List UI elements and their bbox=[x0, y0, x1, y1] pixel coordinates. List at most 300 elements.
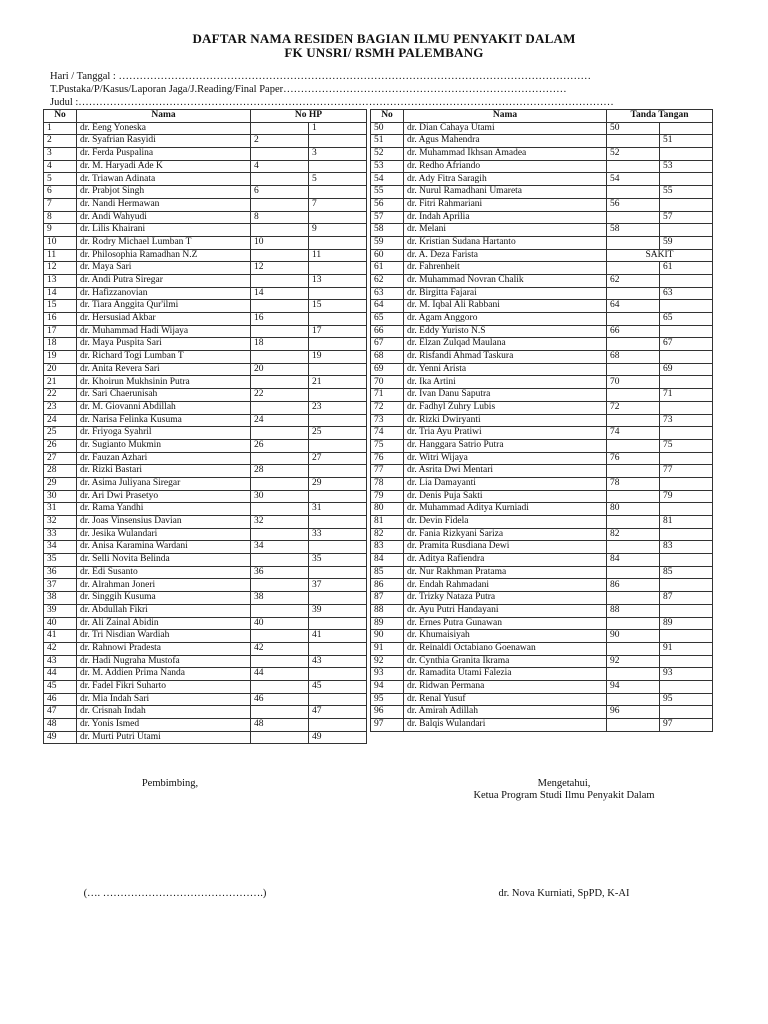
signature-cell-right[interactable] bbox=[660, 477, 713, 490]
signature-cell-left[interactable] bbox=[251, 528, 309, 541]
signature-cell-left[interactable] bbox=[607, 186, 660, 199]
row-number: 94 bbox=[371, 680, 404, 693]
signature-cell-left[interactable] bbox=[251, 173, 309, 186]
roster-row bbox=[371, 414, 713, 427]
signature-cell-right[interactable]: 53 bbox=[660, 160, 713, 173]
roster-row bbox=[44, 198, 367, 211]
signature-cell-right[interactable]: 49 bbox=[309, 731, 367, 744]
signature-cell-right[interactable] bbox=[309, 541, 367, 554]
signature-cell-left[interactable] bbox=[251, 122, 309, 135]
resident-name: dr. Amirah Adillah bbox=[404, 706, 607, 719]
signature-cell-left[interactable] bbox=[607, 490, 660, 503]
signature-cell-left[interactable] bbox=[607, 363, 660, 376]
roster-row bbox=[371, 249, 713, 262]
signature-cell-right[interactable] bbox=[660, 198, 713, 211]
signature-cell-left[interactable] bbox=[607, 642, 660, 655]
signature-cell-right[interactable]: 81 bbox=[660, 516, 713, 529]
signature-cell-right[interactable] bbox=[660, 401, 713, 414]
signature-cell-left[interactable] bbox=[251, 249, 309, 262]
signature-cell-left[interactable]: 4 bbox=[251, 160, 309, 173]
signature-cell-right[interactable] bbox=[660, 452, 713, 465]
signature-cell-right[interactable] bbox=[309, 135, 367, 148]
signature-cell-left[interactable] bbox=[251, 604, 309, 617]
row-number: 51 bbox=[371, 135, 404, 148]
resident-name: dr. Sari Chaerunisah bbox=[77, 389, 251, 402]
resident-name: dr. Elzan Zulqad Maulana bbox=[404, 338, 607, 351]
signature-cell-right[interactable] bbox=[660, 554, 713, 567]
row-number: 73 bbox=[371, 414, 404, 427]
signature-cell-left[interactable] bbox=[607, 338, 660, 351]
resident-name: dr. Jesika Wulandari bbox=[77, 528, 251, 541]
signature-cell-right[interactable] bbox=[309, 211, 367, 224]
signature-cell-right[interactable] bbox=[660, 148, 713, 161]
signature-cell-left[interactable] bbox=[251, 274, 309, 287]
roster-row bbox=[371, 465, 713, 478]
row-number: 37 bbox=[44, 579, 77, 592]
signature-cell-left[interactable] bbox=[607, 592, 660, 605]
signature-cell-right[interactable]: 35 bbox=[309, 554, 367, 567]
roster-row bbox=[44, 427, 367, 440]
signature-cell-left[interactable] bbox=[251, 198, 309, 211]
roster-row bbox=[44, 452, 367, 465]
row-number: 57 bbox=[371, 211, 404, 224]
roster-row bbox=[371, 706, 713, 719]
signature-cell-left[interactable]: 84 bbox=[607, 554, 660, 567]
signature-cell-right[interactable] bbox=[309, 313, 367, 326]
signature-cell-right[interactable]: 13 bbox=[309, 274, 367, 287]
row-number: 61 bbox=[371, 262, 404, 275]
signature-cell-right[interactable]: 73 bbox=[660, 414, 713, 427]
signature-cell-left[interactable]: 74 bbox=[607, 427, 660, 440]
roster-row bbox=[371, 401, 713, 414]
signature-cell-left[interactable]: 68 bbox=[607, 351, 660, 364]
signature-cell-right[interactable] bbox=[660, 300, 713, 313]
signature-cell-right[interactable] bbox=[309, 566, 367, 579]
row-number: 86 bbox=[371, 579, 404, 592]
signature-cell-right[interactable]: 57 bbox=[660, 211, 713, 224]
signature-cell-left[interactable] bbox=[607, 541, 660, 554]
roster-row bbox=[44, 224, 367, 237]
field-judul: Judul :……………………………………………………………………………………………………………………………………… bbox=[50, 97, 614, 108]
row-number: 77 bbox=[371, 465, 404, 478]
signature-cell-left[interactable] bbox=[251, 224, 309, 237]
signature-cell-left[interactable] bbox=[607, 287, 660, 300]
signature-cell-right[interactable]: 79 bbox=[660, 490, 713, 503]
row-number: 82 bbox=[371, 528, 404, 541]
signature-cell-left[interactable]: 64 bbox=[607, 300, 660, 313]
signature-cell-right[interactable] bbox=[660, 224, 713, 237]
signature-cell-left[interactable] bbox=[251, 325, 309, 338]
signature-cell-left[interactable]: 38 bbox=[251, 592, 309, 605]
resident-name: dr. Tria Ayu Pratiwi bbox=[404, 427, 607, 440]
signature-cell-left[interactable] bbox=[607, 313, 660, 326]
signature-cell-right[interactable] bbox=[660, 503, 713, 516]
signature-cell-left[interactable] bbox=[607, 465, 660, 478]
signature-cell-right[interactable] bbox=[660, 604, 713, 617]
signature-cell-right[interactable] bbox=[309, 287, 367, 300]
resident-name: dr. Crisnah Indah bbox=[77, 706, 251, 719]
signature-cell-right[interactable]: 37 bbox=[309, 579, 367, 592]
signature-cell-left[interactable] bbox=[251, 731, 309, 744]
signature-cell-right[interactable]: 85 bbox=[660, 566, 713, 579]
resident-name: dr. Edi Susanto bbox=[77, 566, 251, 579]
signature-cell-right[interactable] bbox=[660, 274, 713, 287]
signature-cell-right[interactable] bbox=[660, 706, 713, 719]
signature-cell-left[interactable] bbox=[251, 680, 309, 693]
signature-cell-left[interactable] bbox=[607, 236, 660, 249]
signature-cell-left[interactable]: 6 bbox=[251, 186, 309, 199]
resident-name: dr. Selli Novita Belinda bbox=[77, 554, 251, 567]
row-number: 67 bbox=[371, 338, 404, 351]
resident-name: dr. Ika Artini bbox=[404, 376, 607, 389]
signature-cell-right[interactable]: 43 bbox=[309, 655, 367, 668]
signature-cell-left[interactable] bbox=[607, 516, 660, 529]
signature-cell-left[interactable]: 54 bbox=[607, 173, 660, 186]
signature-cell-left[interactable]: 26 bbox=[251, 439, 309, 452]
signature-cell-right[interactable]: 31 bbox=[309, 503, 367, 516]
row-number: 9 bbox=[44, 224, 77, 237]
signature-cell-right[interactable]: 63 bbox=[660, 287, 713, 300]
resident-name: dr. Devin Fidela bbox=[404, 516, 607, 529]
signature-cell-left[interactable]: 28 bbox=[251, 465, 309, 478]
signature-cell-right[interactable] bbox=[309, 668, 367, 681]
signature-cell-right[interactable] bbox=[660, 427, 713, 440]
resident-name: dr. Khumaisiyah bbox=[404, 630, 607, 643]
row-number: 75 bbox=[371, 439, 404, 452]
signature-cell-left[interactable]: 12 bbox=[251, 262, 309, 275]
resident-name: dr. Trizky Nataza Putra bbox=[404, 592, 607, 605]
signature-cell-left[interactable]: 92 bbox=[607, 655, 660, 668]
signature-cell-right[interactable]: 91 bbox=[660, 642, 713, 655]
roster-row bbox=[371, 592, 713, 605]
row-number: 62 bbox=[371, 274, 404, 287]
signature-cell-right[interactable] bbox=[309, 516, 367, 529]
row-number: 65 bbox=[371, 313, 404, 326]
resident-name: dr. Anisa Karamina Wardani bbox=[77, 541, 251, 554]
signature-cell-left[interactable]: 32 bbox=[251, 516, 309, 529]
roster-row bbox=[371, 490, 713, 503]
roster-row bbox=[44, 414, 367, 427]
document-title-line-2: FK UNSRI/ RSMH PALEMBANG bbox=[284, 45, 484, 60]
signature-cell-right[interactable]: 75 bbox=[660, 439, 713, 452]
signature-cell-left[interactable]: 78 bbox=[607, 477, 660, 490]
roster-row bbox=[44, 338, 367, 351]
column-header-no: No bbox=[371, 110, 404, 123]
signature-cell-right[interactable]: 65 bbox=[660, 313, 713, 326]
signature-cell-right[interactable]: 51 bbox=[660, 135, 713, 148]
signature-cell-left[interactable]: 62 bbox=[607, 274, 660, 287]
signature-cell-right[interactable]: 77 bbox=[660, 465, 713, 478]
signature-cell-left[interactable]: 24 bbox=[251, 414, 309, 427]
signature-cell-left[interactable]: 76 bbox=[607, 452, 660, 465]
row-number: 31 bbox=[44, 503, 77, 516]
signature-cell-left[interactable]: 44 bbox=[251, 668, 309, 681]
signature-cell-right[interactable]: 55 bbox=[660, 186, 713, 199]
signature-cell-left[interactable]: 52 bbox=[607, 148, 660, 161]
resident-name: dr. Melani bbox=[404, 224, 607, 237]
roster-row bbox=[44, 503, 367, 516]
row-number: 12 bbox=[44, 262, 77, 275]
roster-row bbox=[371, 719, 713, 732]
signature-cell-right[interactable]: 41 bbox=[309, 630, 367, 643]
row-number: 39 bbox=[44, 604, 77, 617]
signature-cell-right[interactable] bbox=[309, 338, 367, 351]
signature-cell-right[interactable]: 1 bbox=[309, 122, 367, 135]
roster-row bbox=[44, 617, 367, 630]
signature-cell-right[interactable]: 29 bbox=[309, 477, 367, 490]
resident-name: dr. Ernes Putra Gunawan bbox=[404, 617, 607, 630]
signature-cell-left[interactable] bbox=[607, 617, 660, 630]
resident-name: dr. Mia Indah Sari bbox=[77, 693, 251, 706]
column-header-nama: Nama bbox=[77, 110, 251, 123]
signature-cell-right[interactable]: 87 bbox=[660, 592, 713, 605]
signature-cell-right[interactable]: 11 bbox=[309, 249, 367, 262]
signature-cell-right[interactable] bbox=[309, 490, 367, 503]
footer-ketua-label: Ketua Program Studi Ilmu Penyakit Dalam bbox=[473, 790, 655, 801]
signature-cell-right[interactable] bbox=[309, 363, 367, 376]
signature-cell-left[interactable]: 20 bbox=[251, 363, 309, 376]
roster-row bbox=[371, 338, 713, 351]
signature-cell-left[interactable]: 10 bbox=[251, 236, 309, 249]
signature-cell-right[interactable]: 93 bbox=[660, 668, 713, 681]
row-number: 72 bbox=[371, 401, 404, 414]
roster-row bbox=[44, 363, 367, 376]
signature-cell-left[interactable]: 8 bbox=[251, 211, 309, 224]
footer-pembimbing-signature-line[interactable]: (…. ……………………………………….) bbox=[83, 888, 267, 899]
signature-cell-left[interactable] bbox=[607, 693, 660, 706]
signature-cell-left[interactable]: 22 bbox=[251, 389, 309, 402]
resident-name: dr. Ramadita Utami Falezia bbox=[404, 668, 607, 681]
resident-name: dr. Pramita Rusdiana Dewi bbox=[404, 541, 607, 554]
signature-cell-right[interactable] bbox=[309, 592, 367, 605]
signature-cell-right[interactable]: 5 bbox=[309, 173, 367, 186]
signature-cell-right[interactable] bbox=[660, 680, 713, 693]
signature-cell-left[interactable] bbox=[607, 668, 660, 681]
signature-cell-left[interactable]: 30 bbox=[251, 490, 309, 503]
resident-name: dr. M. Iqbal Ali Rabbani bbox=[404, 300, 607, 313]
signature-cell-left[interactable]: 56 bbox=[607, 198, 660, 211]
signature-cell-left[interactable] bbox=[251, 376, 309, 389]
resident-name: dr. Rama Yandhi bbox=[77, 503, 251, 516]
signature-cell-left[interactable]: 58 bbox=[607, 224, 660, 237]
signature-cell-right[interactable]: 15 bbox=[309, 300, 367, 313]
resident-name: dr. Abdullah Fikri bbox=[77, 604, 251, 617]
row-number: 49 bbox=[44, 731, 77, 744]
signature-cell-right[interactable] bbox=[660, 376, 713, 389]
row-number: 15 bbox=[44, 300, 77, 313]
signature-cell-left[interactable]: 82 bbox=[607, 528, 660, 541]
row-number: 83 bbox=[371, 541, 404, 554]
roster-row bbox=[44, 655, 367, 668]
signature-cell-right[interactable] bbox=[660, 122, 713, 135]
signature-cell-left[interactable] bbox=[251, 452, 309, 465]
signature-cell-right[interactable] bbox=[309, 465, 367, 478]
row-number: 26 bbox=[44, 439, 77, 452]
signature-cell-left[interactable]: 36 bbox=[251, 566, 309, 579]
signature-cell-right[interactable]: 23 bbox=[309, 401, 367, 414]
signature-cell-right[interactable]: 9 bbox=[309, 224, 367, 237]
signature-cell-left[interactable] bbox=[251, 148, 309, 161]
signature-cell-right[interactable]: 39 bbox=[309, 604, 367, 617]
signature-cell-left[interactable]: 50 bbox=[607, 122, 660, 135]
roster-row bbox=[44, 439, 367, 452]
roster-row bbox=[371, 211, 713, 224]
signature-cell-right[interactable] bbox=[309, 236, 367, 249]
signature-cell-right[interactable]: 83 bbox=[660, 541, 713, 554]
signature-cell-right[interactable]: 25 bbox=[309, 427, 367, 440]
row-number: 22 bbox=[44, 389, 77, 402]
signature-cell-left[interactable] bbox=[607, 262, 660, 275]
row-number: 27 bbox=[44, 452, 77, 465]
resident-name: dr. Richard Togi Lumban T bbox=[77, 351, 251, 364]
signature-cell-right[interactable] bbox=[309, 414, 367, 427]
row-number: 58 bbox=[371, 224, 404, 237]
signature-cell-left[interactable] bbox=[607, 566, 660, 579]
signature-cell-left[interactable]: 86 bbox=[607, 579, 660, 592]
signature-cell-left[interactable] bbox=[251, 351, 309, 364]
resident-name: dr. Agam Anggoro bbox=[404, 313, 607, 326]
signature-cell-left[interactable] bbox=[251, 554, 309, 567]
signature-cell-left[interactable]: 90 bbox=[607, 630, 660, 643]
signature-cell-left[interactable]: 16 bbox=[251, 313, 309, 326]
signature-cell-left[interactable] bbox=[607, 414, 660, 427]
signature-cell-right[interactable]: 95 bbox=[660, 693, 713, 706]
row-number: 40 bbox=[44, 617, 77, 630]
field-kegiatan: T.Pustaka/P/Kasus/Laporan Jaga/J.Reading/Final Paper……………………………………………………………………… bbox=[50, 84, 567, 95]
roster-row bbox=[371, 122, 713, 135]
signature-cell-left[interactable] bbox=[607, 439, 660, 452]
resident-name: dr. Andi Putra Siregar bbox=[77, 274, 251, 287]
signature-cell-left[interactable]: 18 bbox=[251, 338, 309, 351]
signature-cell-right[interactable]: 7 bbox=[309, 198, 367, 211]
roster-row bbox=[44, 236, 367, 249]
signature-cell-left[interactable]: 34 bbox=[251, 541, 309, 554]
signature-cell-left[interactable]: 80 bbox=[607, 503, 660, 516]
resident-name: dr. Fadhyl Zuhry Lubis bbox=[404, 401, 607, 414]
signature-cell-right[interactable] bbox=[309, 719, 367, 732]
signature-cell-right[interactable]: 45 bbox=[309, 680, 367, 693]
roster-row bbox=[371, 566, 713, 579]
signature-cell-left[interactable] bbox=[607, 135, 660, 148]
row-number: 70 bbox=[371, 376, 404, 389]
row-number: 41 bbox=[44, 630, 77, 643]
signature-cell-left[interactable] bbox=[251, 706, 309, 719]
signature-cell-left[interactable]: 46 bbox=[251, 693, 309, 706]
resident-name: dr. Maya Puspita Sari bbox=[77, 338, 251, 351]
signature-cell-left[interactable]: 94 bbox=[607, 680, 660, 693]
signature-cell-left[interactable]: 96 bbox=[607, 706, 660, 719]
signature-cell-left[interactable] bbox=[607, 719, 660, 732]
signature-cell-right[interactable] bbox=[309, 439, 367, 452]
signature-cell-right[interactable]: 19 bbox=[309, 351, 367, 364]
row-number: 84 bbox=[371, 554, 404, 567]
signature-cell-left[interactable]: 2 bbox=[251, 135, 309, 148]
signature-cell-left[interactable] bbox=[607, 389, 660, 402]
row-number: 33 bbox=[44, 528, 77, 541]
row-number: 60 bbox=[371, 249, 404, 262]
signature-cell-left[interactable] bbox=[251, 300, 309, 313]
resident-name: dr. Dian Cahaya Utami bbox=[404, 122, 607, 135]
signature-cell-right[interactable] bbox=[660, 655, 713, 668]
signature-cell-right[interactable]: 27 bbox=[309, 452, 367, 465]
signature-cell-right[interactable]: 97 bbox=[660, 719, 713, 732]
signature-cell-left[interactable]: 88 bbox=[607, 604, 660, 617]
signature-cell-right[interactable]: 69 bbox=[660, 363, 713, 376]
roster-row bbox=[44, 401, 367, 414]
roster-row bbox=[44, 249, 367, 262]
signature-cell-left[interactable] bbox=[251, 477, 309, 490]
signature-cell-right[interactable] bbox=[309, 262, 367, 275]
signature-cell-left[interactable] bbox=[607, 211, 660, 224]
resident-name: dr. Alrahman Joneri bbox=[77, 579, 251, 592]
signature-cell-left[interactable]: 42 bbox=[251, 642, 309, 655]
signature-cell-left[interactable] bbox=[251, 630, 309, 643]
signature-cell-right[interactable]: 17 bbox=[309, 325, 367, 338]
roster-row bbox=[371, 363, 713, 376]
signature-cell-right[interactable] bbox=[660, 528, 713, 541]
row-number: 63 bbox=[371, 287, 404, 300]
roster-row bbox=[371, 642, 713, 655]
roster-row bbox=[371, 148, 713, 161]
signature-cell-right[interactable] bbox=[309, 617, 367, 630]
signature-cell-right[interactable]: 47 bbox=[309, 706, 367, 719]
resident-name: dr. Balqis Wulandari bbox=[404, 719, 607, 732]
roster-row bbox=[44, 287, 367, 300]
signature-cell-right[interactable] bbox=[660, 351, 713, 364]
row-number: 35 bbox=[44, 554, 77, 567]
signature-cell-left[interactable]: 70 bbox=[607, 376, 660, 389]
signature-cell-right[interactable]: 71 bbox=[660, 389, 713, 402]
signature-cell-left[interactable]: 72 bbox=[607, 401, 660, 414]
left-roster-table bbox=[43, 109, 367, 744]
signature-cell-right[interactable] bbox=[660, 173, 713, 186]
resident-name: dr. Singgih Kusuma bbox=[77, 592, 251, 605]
signature-cell-left[interactable]: 40 bbox=[251, 617, 309, 630]
row-number: 97 bbox=[371, 719, 404, 732]
signature-cell-left[interactable] bbox=[607, 160, 660, 173]
row-number: 8 bbox=[44, 211, 77, 224]
signature-cell-left[interactable] bbox=[251, 401, 309, 414]
resident-name: dr. Fadel Fikri Suharto bbox=[77, 680, 251, 693]
signature-cell-right[interactable] bbox=[309, 693, 367, 706]
signature-cell-left[interactable] bbox=[251, 579, 309, 592]
signature-cell-right[interactable]: 67 bbox=[660, 338, 713, 351]
signature-cell-right[interactable] bbox=[309, 642, 367, 655]
signature-cell-right[interactable] bbox=[660, 579, 713, 592]
resident-name: dr. Khoirun Mukhsinin Putra bbox=[77, 376, 251, 389]
signature-cell-right[interactable]: 33 bbox=[309, 528, 367, 541]
roster-row bbox=[44, 642, 367, 655]
roster-row bbox=[371, 617, 713, 630]
signature-cell-left[interactable]: 48 bbox=[251, 719, 309, 732]
signature-cell-right[interactable]: 89 bbox=[660, 617, 713, 630]
signature-cell-right[interactable] bbox=[309, 160, 367, 173]
signature-cell-right[interactable] bbox=[309, 389, 367, 402]
signature-cell-right[interactable]: 59 bbox=[660, 236, 713, 249]
signature-cell-left[interactable] bbox=[251, 427, 309, 440]
signature-cell-left[interactable] bbox=[251, 503, 309, 516]
signature-cell-right[interactable]: 21 bbox=[309, 376, 367, 389]
signature-cell-right[interactable] bbox=[660, 630, 713, 643]
signature-cell-left[interactable]: 14 bbox=[251, 287, 309, 300]
signature-cell-right[interactable]: 3 bbox=[309, 148, 367, 161]
row-number: 6 bbox=[44, 186, 77, 199]
signature-cell-right[interactable] bbox=[309, 186, 367, 199]
signature-cell-left[interactable] bbox=[251, 655, 309, 668]
signature-cell-right[interactable] bbox=[660, 325, 713, 338]
signature-cell-left[interactable]: 66 bbox=[607, 325, 660, 338]
signature-cell-right[interactable]: 61 bbox=[660, 262, 713, 275]
